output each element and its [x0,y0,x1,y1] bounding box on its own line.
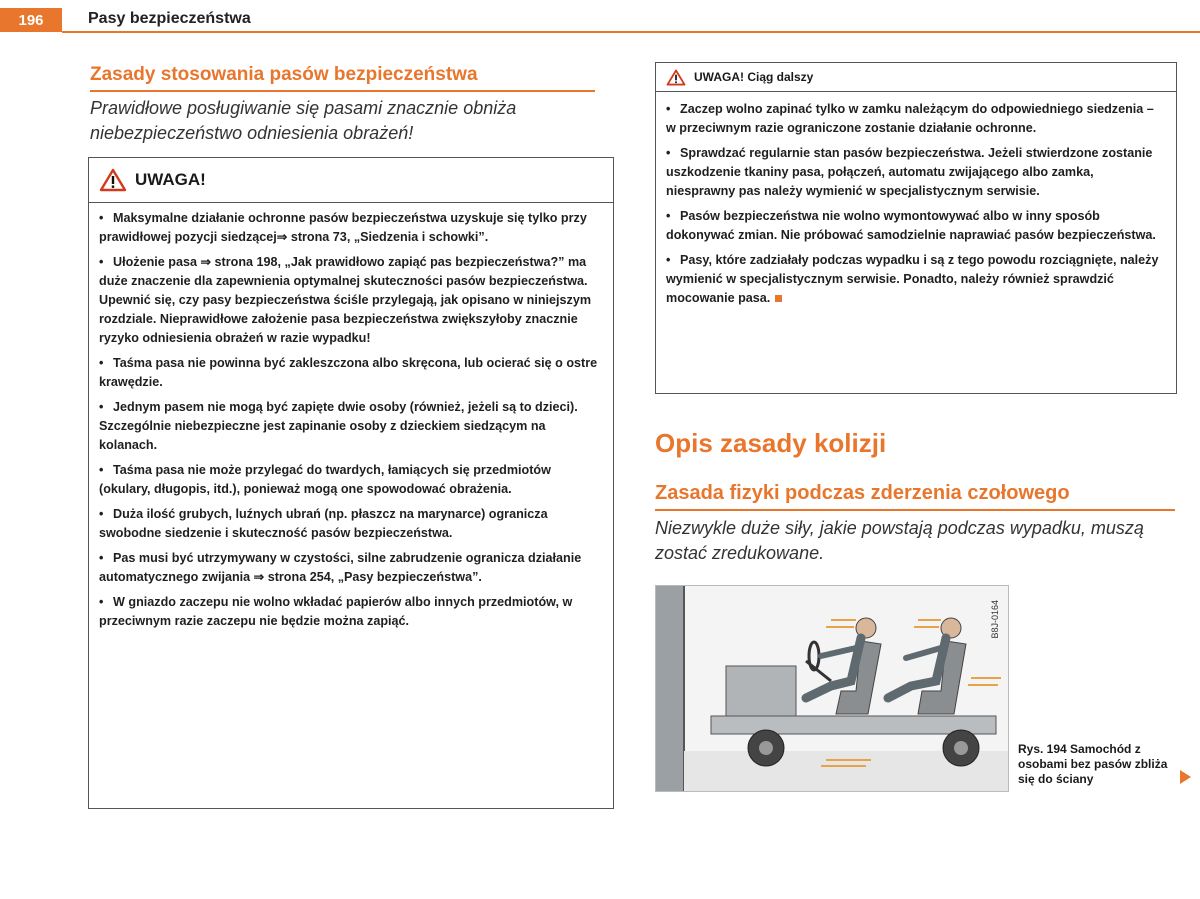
continue-arrow-icon [1180,770,1191,784]
warning-item: • W gniazdo zaczepu nie wolno wkładać papierów albo innych przedmiotów, w przeciwnym razie zaczepu nie będzie można zapiąć. [99,595,573,628]
warning-triangle-icon [666,69,686,86]
warning-item: • Jednym pasem nie mogą być zapięte dwie osoby (również, jeżeli są to dzieci). Szczególnie niebezpieczne jest zapinanie osoby z dzieckiem siedzącym na kolanach. [99,400,578,452]
warning-item: • Pas musi być utrzymywany w czystości, silne zabrudzenie ogranicza działanie automatycznego zwijania ⇒ strona 254, „Pasy bezpieczeństwa”. [99,551,582,584]
warning-continued-title: UWAGA! Ciąg dalszy [694,70,814,84]
figure-caption: Rys. 194 Samochód z osobami bez pasów zbliża się do ściany [1018,742,1168,786]
end-of-section-marker [775,295,782,302]
warning-item: • Taśma pasa nie może przylegać do twardych, łamiących się przedmiotów (okulary, długopis, itd.), ponieważ mogą one spowodować obrażenia. [99,463,551,496]
section-subheading: Zasada fizyki podczas zderzenia czołowego [655,482,1175,511]
warning-continued-list [656,92,1176,318]
warning-header [89,158,613,203]
warning-list [89,203,613,641]
warning-item: • Maksymalne działanie ochronne pasów bezpieczeństwa uzyskuje się tylko przy prawidłowej pozycji siedzącej⇒ strona 73, „Siedzenia i schowki”. [99,211,587,244]
warning-item: • Sprawdzać regularnie stan pasów bezpieczeństwa. Jeżeli stwierdzone zostanie uszkodzenie tkaniny pasa, połączeń, automatu zwijającego albo zamka, niesprawny pas należy wymienić w specjalistycznym serwisie. [666,146,1153,198]
wall-shape [656,586,684,791]
collision-illustration-drawing [656,586,1008,791]
warning-continued-box [655,62,1177,394]
warning-item: • Taśma pasa nie powinna być zakleszczona albo skręcona, lub ocierać się o ostre krawędzie. [99,356,598,389]
page-number: 196 [0,8,62,32]
warning-title: UWAGA! [135,170,206,189]
collision-illustration [655,585,1009,792]
warning-item: • Zaczep wolno zapinać tylko w zamku należącym do odpowiedniego siedzenia – w przeciwnym razie ograniczone zostanie działanie ochronne. [666,102,1154,135]
figure-code: B8J-0164 [990,600,1000,639]
warning-item: • Ułożenie pasa ⇒ strona 198, „Jak prawidłowo zapiąć pas bezpieczeństwa?” ma duże znaczenie dla zapewnienia optymalnej skuteczności pasów bezpieczeństwa. Upewnić się, czy pasy bezpieczeństwa ściśle przylegają, jak opisano w niniejszym rozdziale. Nieprawidłowe założenie pasa bezpieczeństwa zwiększyłoby znacznie ryzyko odniesienia obrażeń w razie wypadku! [99,255,592,345]
warning-box [88,157,614,809]
left-lead: Prawidłowe posługiwanie się pasami znacznie obniża niebezpieczeństwo odniesienia obrażeń! [90,98,517,143]
engine-block-shape [726,666,796,716]
running-title: Pasy bezpieczeństwa [88,10,251,27]
section-title: Opis zasady kolizji [655,428,887,458]
warning-item: • Pasów bezpieczeństwa nie wolno wymontowywać albo w inny sposób dokonywać zmian. Nie próbować samodzielnie naprawiać pasów bezpieczeństwa. [666,209,1156,242]
section-lead: Niezwykle duże siły, jakie powstają podczas wypadku, muszą zostać zredukowane. [655,518,1144,563]
header-rule [62,31,1200,33]
warning-item: • Duża ilość grubych, luźnych ubrań (np. płaszcz na marynarce) ogranicza swobodne siedzenie i skuteczność pasów bezpieczeństwa. [99,507,548,540]
warning-triangle-icon [99,168,127,192]
left-heading: Zasady stosowania pasów bezpieczeństwa [90,64,595,92]
warning-item: • Pasy, które zadziałały podczas wypadku i są z tego powodu rozciągnięte, należy wymienić w specjalistycznym serwisie. Ponadto, należy również sprawdzić mocowanie pasa. [666,253,1159,305]
warning-continued-header [656,63,1176,92]
